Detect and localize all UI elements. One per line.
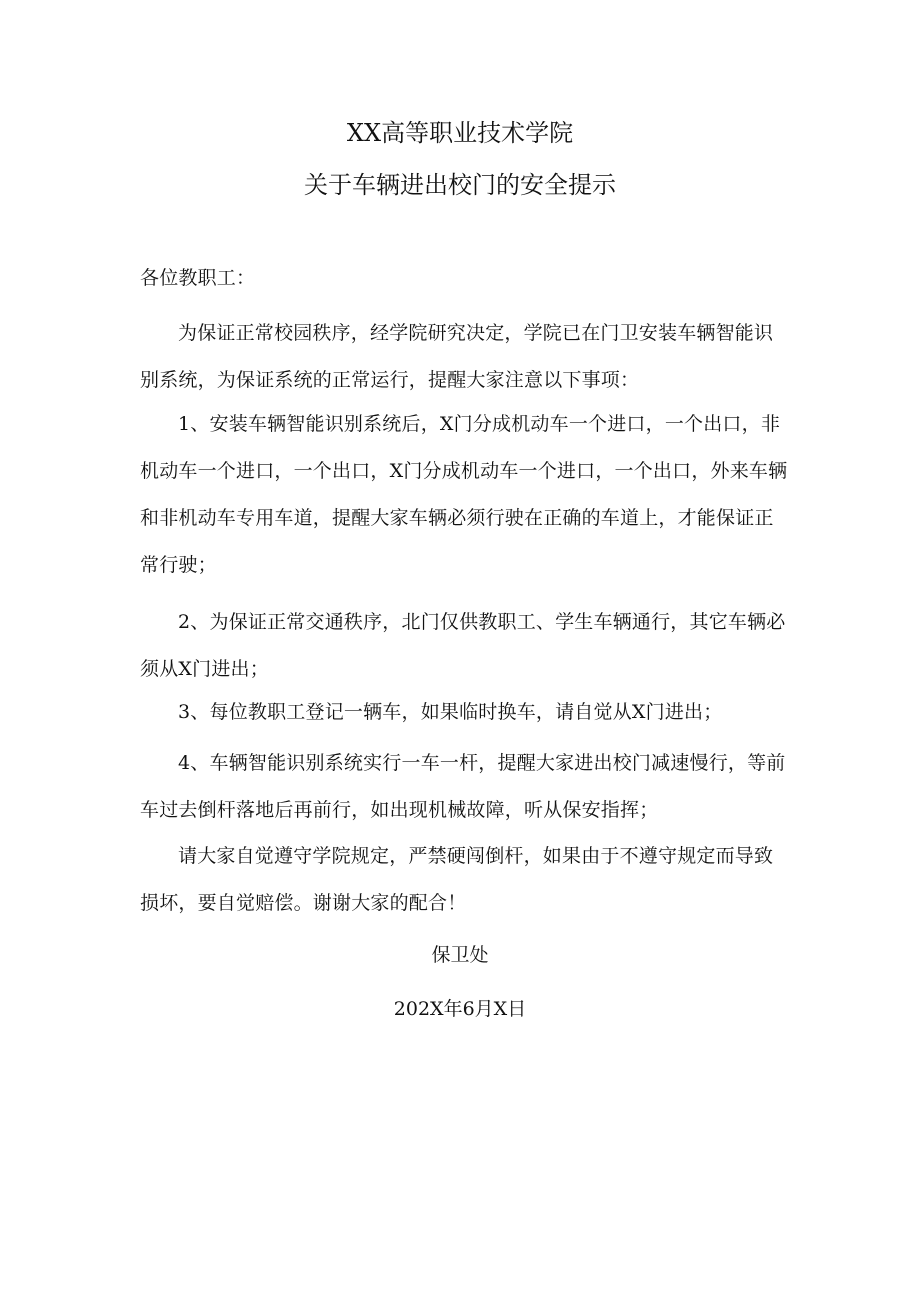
paragraph-item-1: 1、安装车辆智能识别系统后，X门分成机动车一个进口，一个出口，非机动车一个进口，一个出口，X门分成机动车一个进口，一个出口，外来车辆和非机动车专用车道，提醒大家车辆必须行驶在正确的车道上，才能保证正常行驶； bbox=[140, 413, 788, 576]
issue-date: 202X年6月X日 bbox=[393, 998, 527, 1020]
paragraph-intro: 为保证正常校园秩序，经学院研究决定，学院已在门卫安装车辆智能识别系统，为保证系统的正常运行，提醒大家注意以下事项： bbox=[140, 322, 774, 391]
salutation: 各位教职工： bbox=[140, 267, 256, 289]
signer: 保卫处 bbox=[431, 944, 489, 966]
paragraph-item-3: 3、每位教职工登记一辆车，如果临时换车，请自觉从X门进出； bbox=[178, 701, 723, 723]
paragraph-item-4: 4、车辆智能识别系统实行一车一杆，提醒大家进出校门减速慢行，等前车过去倒杆落地后再前行，如出现机械故障，听从保安指挥； bbox=[140, 752, 786, 821]
paragraph-closing: 请大家自觉遵守学院规定，严禁硬闯倒杆，如果由于不遵守规定而导致损坏，要自觉赔偿。谢谢大家的配合！ bbox=[140, 845, 774, 914]
document-title-institution: XX高等职业技术学院 bbox=[346, 119, 574, 147]
paragraph-item-2: 2、为保证正常交通秩序，北门仅供教职工、学生车辆通行，其它车辆必须从X门进出； bbox=[140, 611, 786, 680]
document-title-subject: 关于车辆进出校门的安全提示 bbox=[304, 171, 616, 199]
